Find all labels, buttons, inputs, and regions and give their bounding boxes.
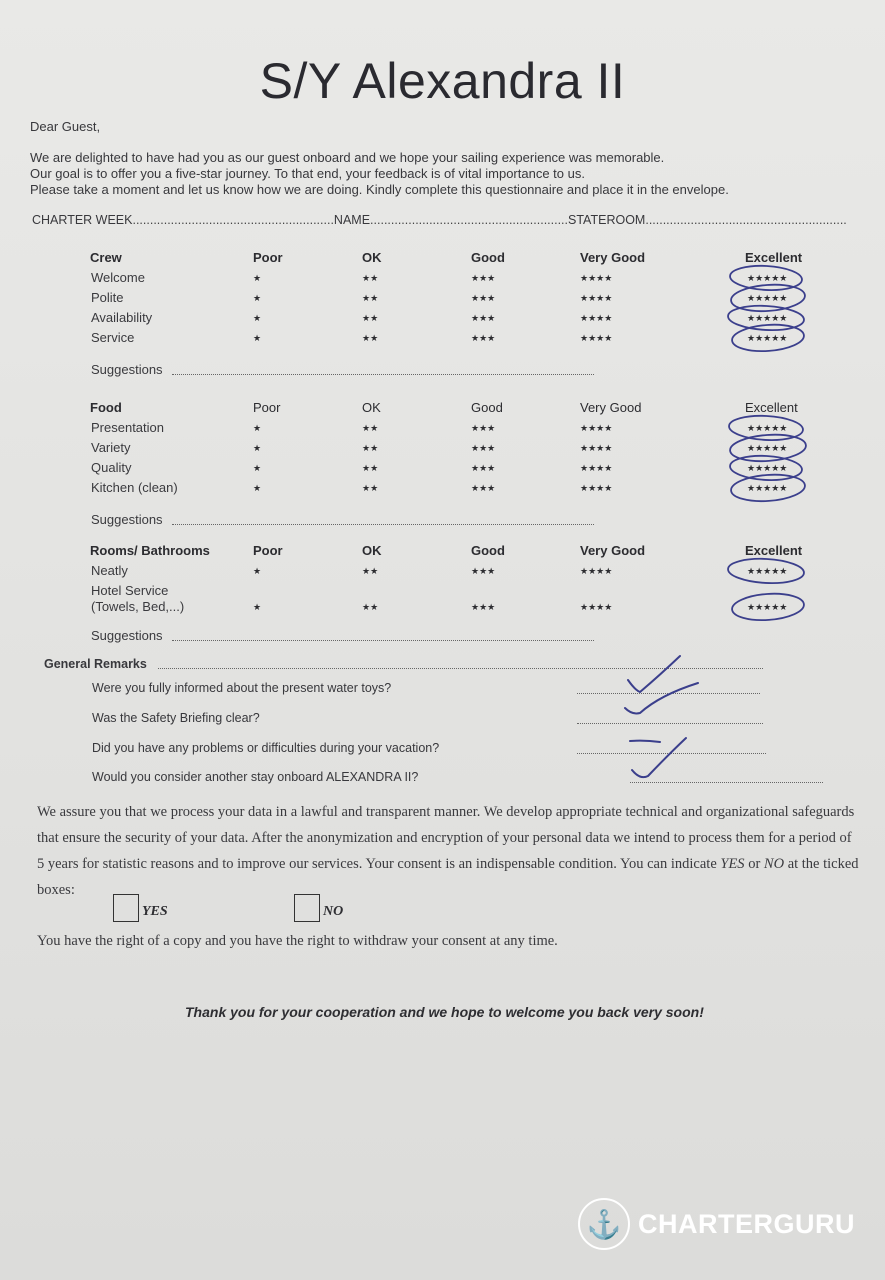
rating-column-header: Good [471, 400, 503, 415]
rating-option-ok[interactable]: ★★ [362, 463, 379, 473]
anchor-icon: ⚓ [578, 1198, 630, 1250]
name-field[interactable]: ......................................................... [370, 213, 569, 227]
rating-option-very-good[interactable]: ★★★★ [580, 602, 613, 612]
consent-no-checkbox[interactable] [294, 894, 320, 922]
rating-option-ok[interactable]: ★★ [362, 293, 379, 303]
rating-row-label: Presentation [91, 420, 164, 435]
rating-column-header: Good [471, 543, 505, 558]
rating-column-header: OK [362, 250, 382, 265]
rating-column-header: Poor [253, 400, 281, 415]
guest-fields [32, 213, 847, 227]
rating-option-poor[interactable]: ★ [253, 313, 262, 323]
rating-option-ok[interactable]: ★★ [362, 313, 379, 323]
rating-option-good[interactable]: ★★★ [471, 423, 496, 433]
rating-option-very-good[interactable]: ★★★★ [580, 463, 613, 473]
charterguru-logo [578, 1198, 855, 1250]
rating-column-header: Excellent [745, 250, 803, 265]
rating-row-label: Hotel Service [91, 583, 169, 598]
general-question: Were you fully informed about the present water toys? [92, 681, 392, 695]
rating-option-excellent[interactable]: ★★★★★ [747, 333, 788, 343]
section-header: Food [90, 400, 122, 415]
rating-option-ok[interactable]: ★★ [362, 423, 379, 433]
privacy-yes-word: YES [720, 856, 745, 872]
rating-row-label: Kitchen (clean) [91, 480, 178, 495]
rating-column-header: Very Good [580, 250, 646, 265]
rating-option-good[interactable]: ★★★ [471, 463, 496, 473]
rating-row-label: Quality [91, 460, 132, 475]
rating-option-very-good[interactable]: ★★★★ [580, 333, 613, 343]
intro-line: Please take a moment and let us know how we are doing. Kindly complete this questionnaire and place it in the envelope. [30, 182, 729, 197]
privacy-text-end: at the ticked boxes: [37, 856, 859, 898]
general-question: Would you consider another stay onboard ALEXANDRA II? [92, 770, 419, 784]
rating-option-poor[interactable]: ★ [253, 566, 262, 576]
rating-option-poor[interactable]: ★ [253, 423, 262, 433]
answer-dash-mark [630, 741, 660, 742]
general-question: Was the Safety Briefing clear? [92, 711, 260, 725]
consent-yes-label: YES [142, 904, 168, 919]
answer-tick-mark [632, 738, 686, 777]
answer-tick-mark [625, 683, 698, 713]
charter-week-label: CHARTER WEEK [32, 213, 133, 227]
rating-option-ok[interactable]: ★★ [362, 443, 379, 453]
rating-option-excellent[interactable]: ★★★★★ [747, 463, 788, 473]
rating-option-ok[interactable]: ★★ [362, 566, 379, 576]
section-header: Crew [90, 250, 122, 265]
answer-tick-mark [628, 656, 680, 692]
rating-column-header: OK [362, 543, 382, 558]
rating-option-good[interactable]: ★★★ [471, 566, 496, 576]
suggestions-field[interactable] [172, 374, 594, 375]
rating-option-good[interactable]: ★★★ [471, 333, 496, 343]
rating-option-excellent[interactable]: ★★★★★ [747, 483, 788, 493]
rating-option-good[interactable]: ★★★ [471, 483, 496, 493]
rating-option-poor[interactable]: ★ [253, 333, 262, 343]
rating-option-excellent[interactable]: ★★★★★ [747, 602, 788, 612]
rating-row-label: Welcome [91, 270, 145, 285]
rights-text: You have the right of a copy and you have the right to withdraw your consent at any time. [37, 933, 558, 949]
rating-option-poor[interactable]: ★ [253, 293, 262, 303]
logo-text: CHARTERGURU [638, 1208, 855, 1239]
rating-option-ok[interactable]: ★★ [362, 333, 379, 343]
stateroom-field[interactable]: .......................................................... [645, 213, 847, 227]
rating-row-label: Polite [91, 290, 124, 305]
intro-line: Our goal is to offer you a five-star journey. To that end, your feedback is of vital importance to us. [30, 166, 585, 181]
intro-paragraph [30, 150, 790, 198]
rating-option-good[interactable]: ★★★ [471, 602, 496, 612]
rating-option-very-good[interactable]: ★★★★ [580, 273, 613, 283]
privacy-or-word: or [744, 856, 764, 872]
rating-option-poor[interactable]: ★ [253, 483, 262, 493]
name-label: NAME [333, 213, 371, 227]
consent-yes-checkbox[interactable] [113, 894, 139, 922]
rating-column-header: Very Good [580, 543, 646, 558]
rating-option-excellent[interactable]: ★★★★★ [747, 443, 788, 453]
answer-field[interactable] [577, 693, 760, 694]
rating-option-excellent[interactable]: ★★★★★ [747, 293, 788, 303]
rating-option-very-good[interactable]: ★★★★ [580, 443, 613, 453]
rating-row-label: Availability [91, 310, 153, 325]
answer-field[interactable] [577, 753, 766, 754]
suggestions-field[interactable] [172, 524, 594, 525]
answer-field[interactable] [630, 782, 823, 783]
rating-option-poor[interactable]: ★ [253, 602, 262, 612]
intro-line: We are delighted to have had you as our guest onboard and we hope your sailing experience was memorable. [30, 150, 665, 165]
rating-column-header: Poor [253, 250, 283, 265]
rating-option-excellent[interactable]: ★★★★★ [747, 273, 788, 283]
rating-option-very-good[interactable]: ★★★★ [580, 483, 613, 493]
rating-column-header: Very Good [580, 400, 642, 415]
privacy-no-word: NO [763, 856, 785, 872]
privacy-text: We assure you that we process your data in a lawful and transparent manner. We develop appropriate technical and organizational safeguards that ensure the security of your data. After the anonymization and encryption of your personal data we intend to process them for a period of 5 years for statistic reasons and to improve our services. Your consent is an indispensable condition. You can indicate [37, 804, 855, 872]
rating-option-very-good[interactable]: ★★★★ [580, 293, 613, 303]
general-remarks-line[interactable] [158, 668, 763, 669]
rating-row-label: Neatly [91, 563, 128, 578]
rating-row-label: Service [91, 330, 135, 345]
rating-option-excellent[interactable]: ★★★★★ [747, 566, 788, 576]
general-question: Did you have any problems or difficulties during your vacation? [92, 741, 440, 755]
general-remarks-header: General Remarks [44, 657, 147, 671]
rating-option-good[interactable]: ★★★ [471, 293, 496, 303]
rating-option-good[interactable]: ★★★ [471, 273, 496, 283]
thank-you-note: Thank you for your cooperation and we hope to welcome you back very soon! [185, 1004, 704, 1020]
rating-option-poor[interactable]: ★ [253, 273, 262, 283]
rating-option-good[interactable]: ★★★ [471, 313, 496, 323]
rating-option-ok[interactable]: ★★ [362, 273, 379, 283]
rating-option-very-good[interactable]: ★★★★ [580, 423, 613, 433]
page-title: S/Y Alexandra II [259, 53, 626, 109]
charter-week-field[interactable]: .......................................................... [132, 213, 334, 227]
rating-column-header: Excellent [745, 400, 798, 415]
rating-option-very-good[interactable]: ★★★★ [580, 313, 613, 323]
rating-option-poor[interactable]: ★ [253, 463, 262, 473]
rating-column-header: Excellent [745, 543, 803, 558]
rating-column-header: Poor [253, 543, 283, 558]
rating-column-header: Good [471, 250, 505, 265]
rating-option-ok[interactable]: ★★ [362, 483, 379, 493]
rating-option-excellent[interactable]: ★★★★★ [747, 313, 788, 323]
suggestions-label: Suggestions [91, 628, 163, 643]
greeting: Dear Guest, [30, 119, 101, 134]
section-header: Rooms/ Bathrooms [90, 543, 210, 558]
rating-option-poor[interactable]: ★ [253, 443, 262, 453]
rating-option-very-good[interactable]: ★★★★ [580, 566, 613, 576]
rating-option-ok[interactable]: ★★ [362, 602, 379, 612]
suggestions-field[interactable] [172, 640, 594, 641]
answer-field[interactable] [577, 723, 763, 724]
rating-row-label: Variety [91, 440, 131, 455]
stateroom-label: STATEROOM [568, 213, 646, 227]
suggestions-label: Suggestions [91, 512, 163, 527]
rating-column-header: OK [362, 400, 381, 415]
rating-option-excellent[interactable]: ★★★★★ [747, 423, 788, 433]
rating-option-good[interactable]: ★★★ [471, 443, 496, 453]
privacy-paragraph [37, 799, 859, 903]
rating-row-label: (Towels, Bed,...) [91, 599, 185, 614]
consent-no-label: NO [323, 904, 344, 919]
suggestions-label: Suggestions [91, 362, 163, 377]
